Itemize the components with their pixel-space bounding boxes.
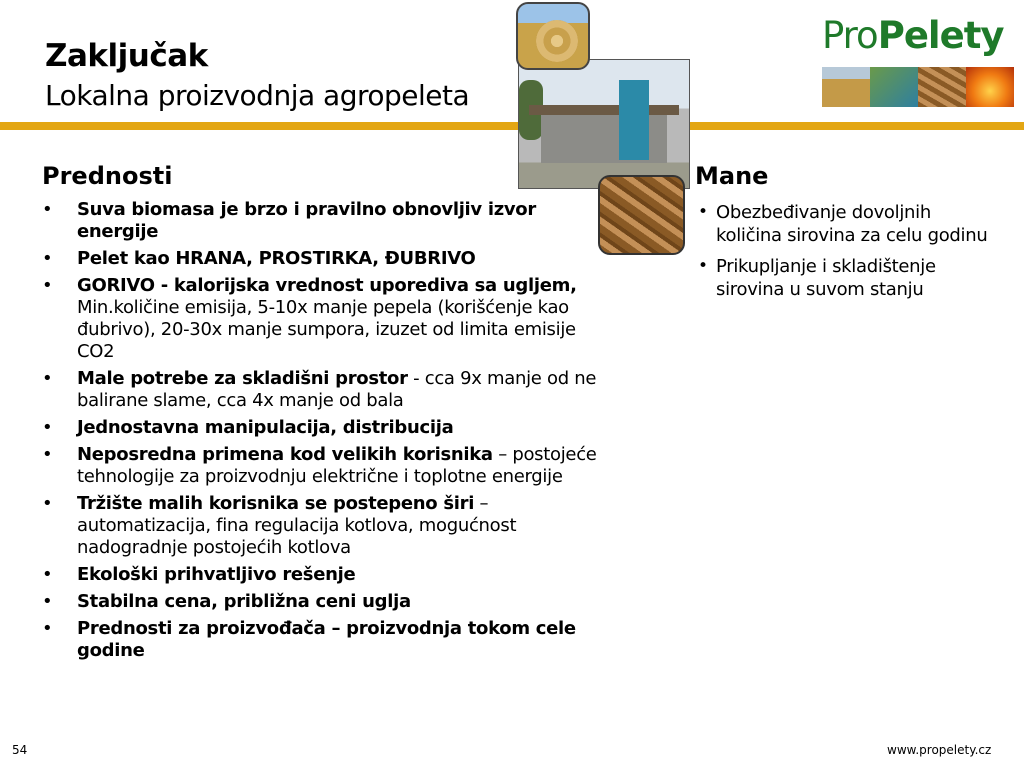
prednosti-list — [40, 199, 600, 667]
page-number: 54 — [12, 743, 28, 757]
slide-title: Zaključak — [45, 38, 208, 74]
prednosti-item: • Prednosti za proizvođača – proizvodnja tokom cele godine — [40, 618, 600, 662]
logo-image-strip — [822, 67, 1014, 107]
logo-strip-machine — [870, 67, 918, 107]
propelety-logo — [822, 14, 1004, 57]
mane-heading: Mane — [695, 162, 769, 190]
hay-bale-photo — [516, 2, 590, 70]
prednosti-item: • Ekološki prihvatljivo rešenje — [40, 564, 600, 586]
logo-strip-pellets — [918, 67, 966, 107]
prednosti-item: • Pelet kao HRANA, PROSTIRKA, ĐUBRIVO — [40, 248, 600, 270]
prednosti-item: • Stabilna cena, približna ceni uglja — [40, 591, 600, 613]
accent-divider — [0, 122, 1024, 130]
slide-subtitle: Lokalna proizvodnja agropeleta — [45, 79, 470, 112]
prednosti-item: • GORIVO - kalorijska vrednost uporediva sa ugljem, Min.količine emisija, 5-10x manje pepela (korišćenje kao đubrivo), 20-30x manje sumpora, izuzet od limita emisije CO2 — [40, 275, 600, 363]
mane-list — [697, 201, 997, 309]
footer-url: www.propelety.cz — [887, 743, 992, 757]
pellet-plant-photo — [518, 59, 690, 189]
prednosti-item: • Neposredna primena kod velikih korisnika – postojeće tehnologije za proizvodnju električne i toplotne energije — [40, 444, 600, 488]
prednosti-heading: Prednosti — [42, 162, 173, 190]
logo-strip-bales — [822, 67, 870, 107]
logo-part-pro: Pro — [822, 14, 878, 57]
prednosti-item: • Jednostavna manipulacija, distribucija — [40, 417, 600, 439]
prednosti-item: • Tržište malih korisnika se postepeno širi – automatizacija, fina regulacija kotlova, mogućnost nadogradnje postojećih kotlova — [40, 493, 600, 559]
pellets-photo — [598, 175, 685, 255]
prednosti-item: • Male potrebe za skladišni prostor - cca 9x manje od ne balirane slame, cca 4x manje od bala — [40, 368, 600, 412]
prednosti-item: • Suva biomasa je brzo i pravilno obnovljiv izvor energije — [40, 199, 600, 243]
mane-item: • Obezbeđivanje dovoljnih količina sirovina za celu godinu — [697, 201, 997, 247]
logo-strip-fire — [966, 67, 1014, 107]
logo-part-pelety: Pelety — [877, 14, 1004, 57]
mane-item: • Prikupljanje i skladištenje sirovina u suvom stanju — [697, 255, 997, 301]
